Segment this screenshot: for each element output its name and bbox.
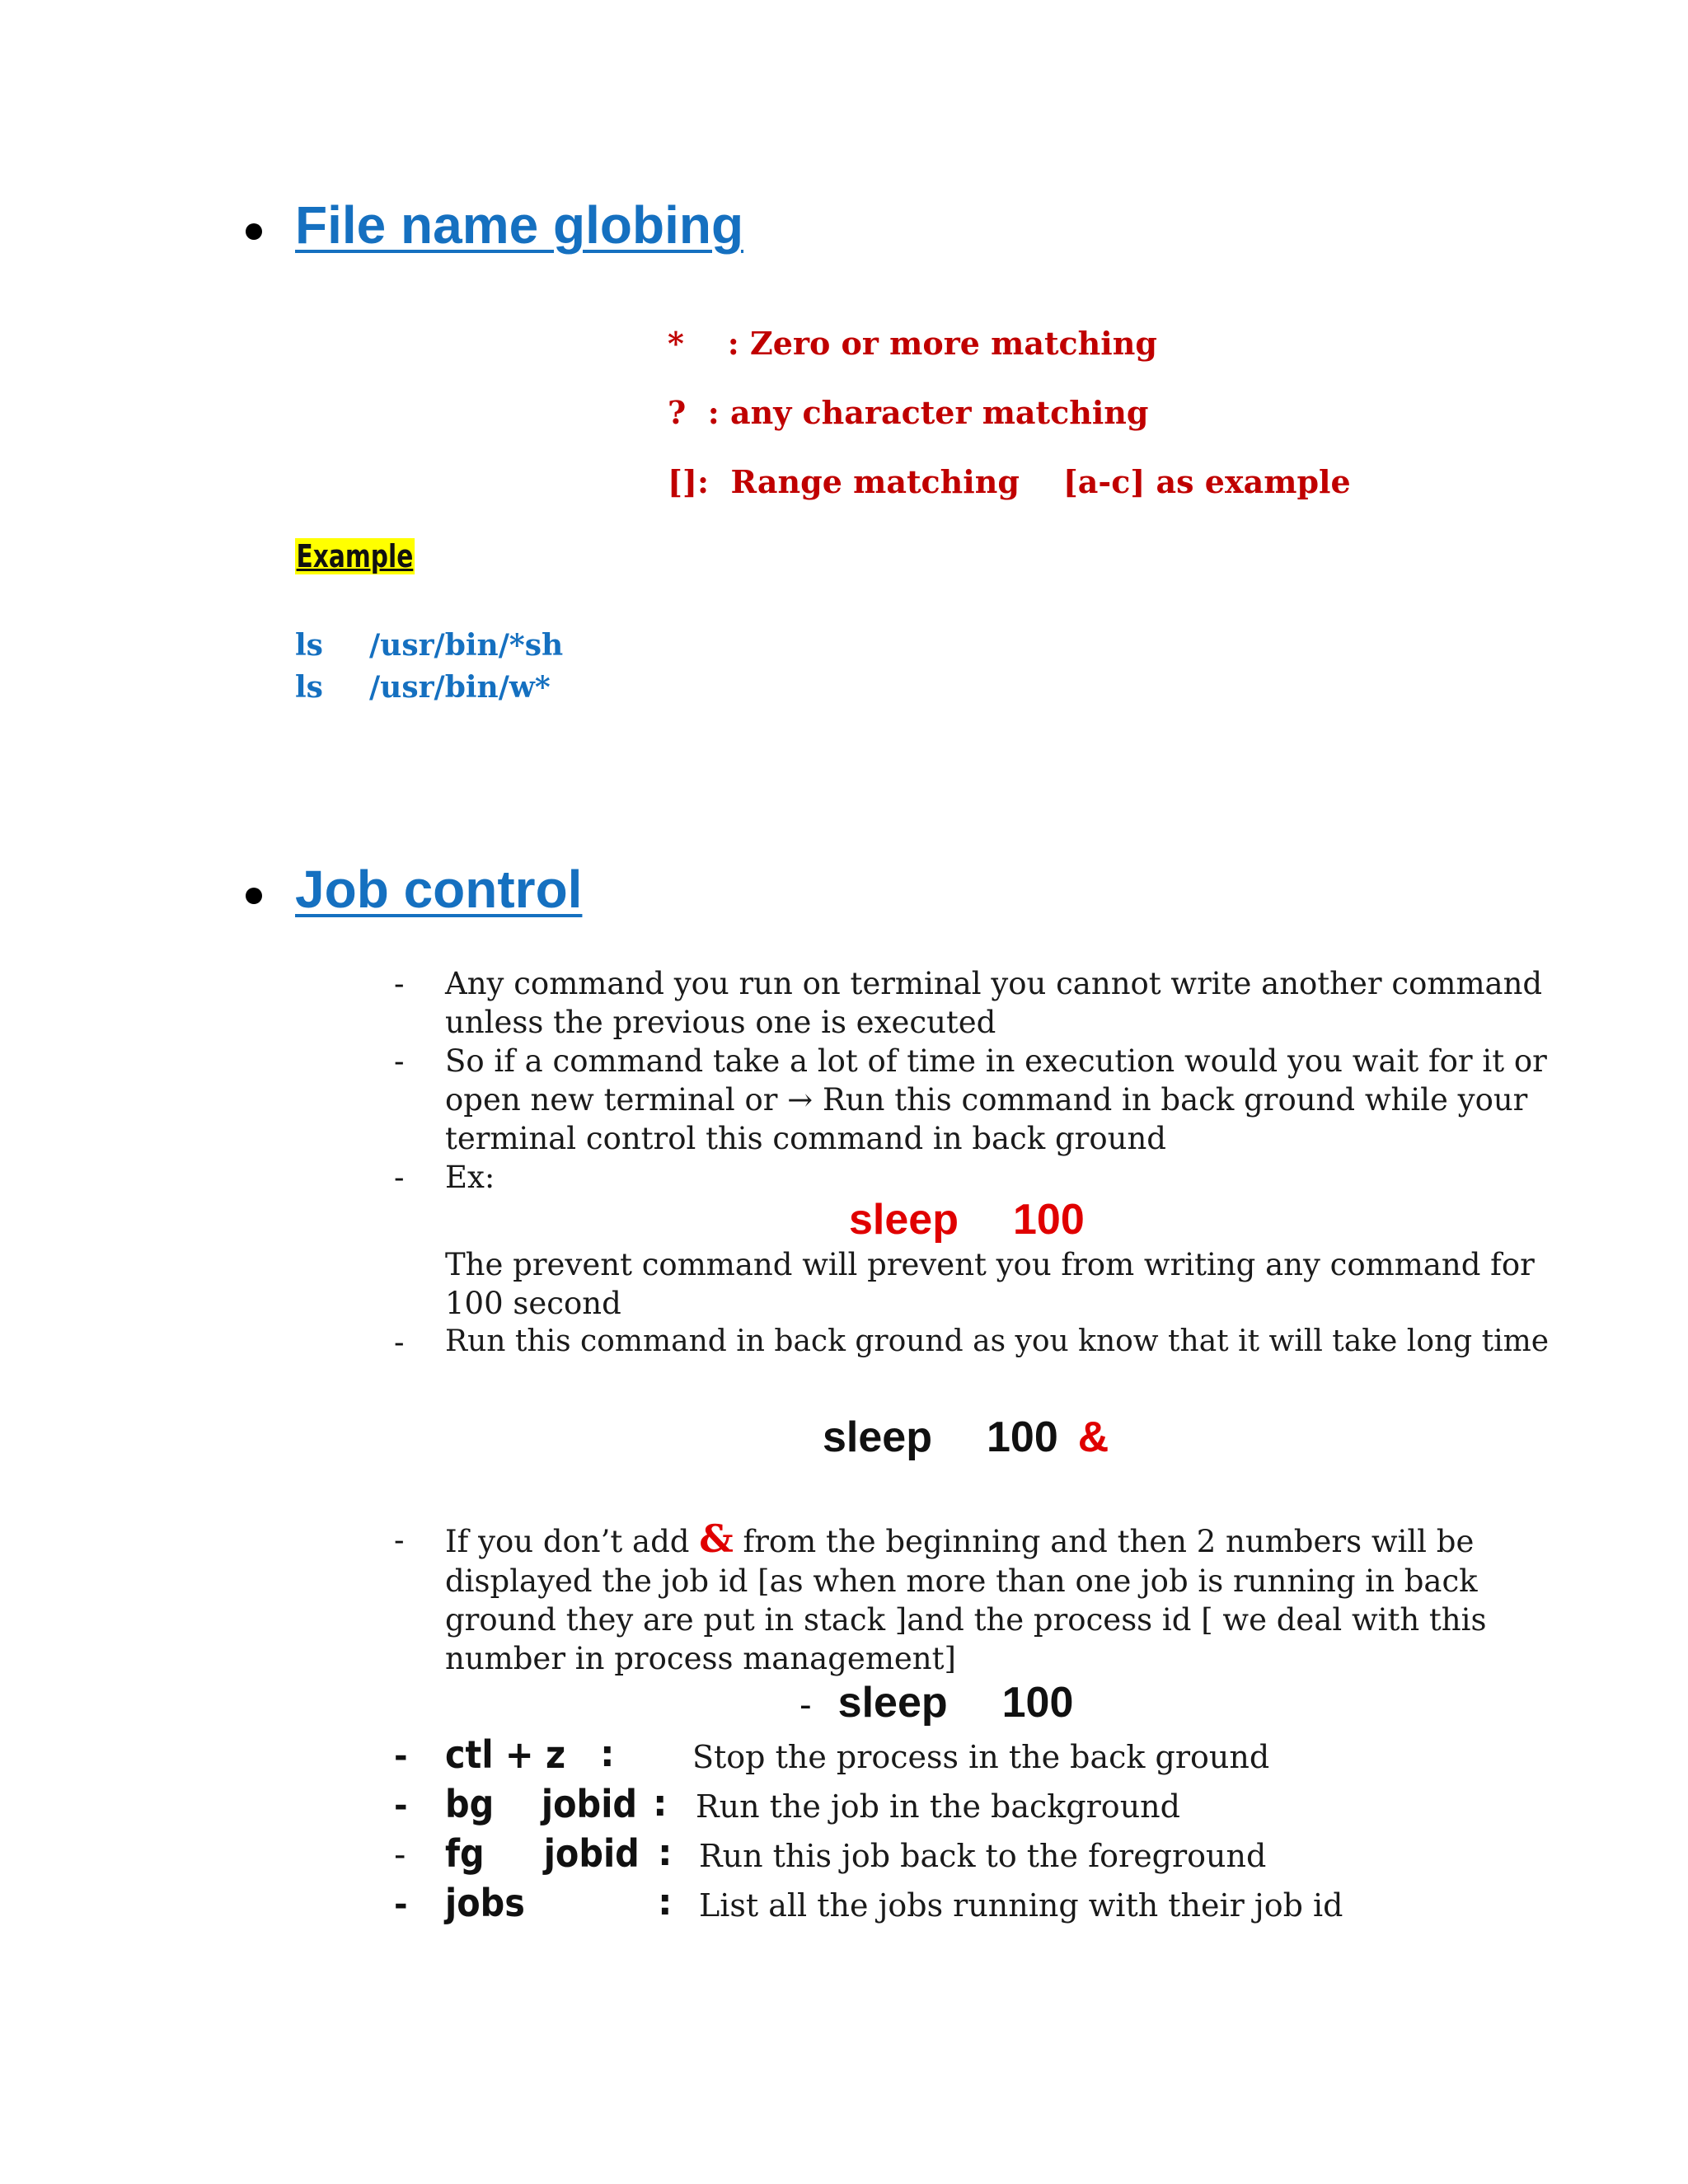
command-arg: /usr/bin/*sh — [369, 628, 564, 663]
key-description: Run this job back to the foreground — [699, 1838, 1267, 1874]
key-command-fg: fg jobid — [445, 1831, 640, 1876]
paragraph-line: displayed the job id [as when more than one job is running in back — [445, 1563, 1478, 1599]
key-colon: : — [658, 1882, 673, 1924]
list-dash: - — [394, 1836, 406, 1874]
paragraph-line: unless the previous one is executed — [445, 1005, 996, 1040]
glob-rule-question: ? : any character matching — [668, 394, 1149, 431]
example-command-1 — [295, 628, 563, 663]
key-command-ctl-z: ctl + z — [445, 1732, 566, 1777]
paragraph-line: Run this command in back ground as you know that it will take long time — [445, 1324, 1550, 1358]
glob-rule-range: []: Range matching [a-c] as example — [668, 463, 1351, 500]
key-colon: : — [600, 1733, 615, 1775]
sleep-command-black — [799, 1678, 1073, 1727]
paragraph-line: open new terminal or → Run this command in back ground while your — [445, 1082, 1528, 1118]
paragraph-line: terminal control this command in back ground — [445, 1121, 1166, 1156]
sleep-value: 100 — [1012, 1196, 1085, 1244]
sleep-keyword: sleep — [837, 1679, 948, 1727]
section-heading-job-control: Job control — [295, 860, 583, 919]
command-name: ls — [295, 628, 323, 663]
paragraph-line: So if a command take a lot of time in execution would you wait for it or — [445, 1043, 1547, 1079]
sleep-keyword: sleep — [849, 1196, 959, 1244]
glob-rule-star: * : Zero or more matching — [668, 325, 1157, 362]
list-dash: - — [394, 1522, 405, 1558]
paragraph-text: If you don’t add — [445, 1524, 690, 1559]
list-dash: - — [394, 1324, 405, 1360]
bullet-icon — [246, 223, 262, 240]
paragraph-line: Any command you run on terminal you cannot write another command — [445, 966, 1543, 1001]
sleep-keyword: sleep — [823, 1413, 932, 1461]
list-dash: - — [394, 1886, 408, 1924]
key-colon: : — [653, 1783, 668, 1825]
sleep-value: 100 — [1001, 1679, 1074, 1727]
ampersand: & — [1077, 1413, 1109, 1461]
example-label-ex: Ex: — [445, 1160, 495, 1195]
section-heading-globbing: File name globing — [295, 195, 744, 255]
sleep-value: 100 — [986, 1413, 1058, 1461]
paragraph-line: ground they are put in stack ]and the process id [ we deal with this — [445, 1602, 1487, 1638]
key-description: Run the job in the background — [696, 1788, 1180, 1825]
paragraph-line — [445, 1516, 1474, 1561]
example-command-2 — [295, 670, 551, 705]
key-description: List all the jobs running with their job id — [699, 1887, 1343, 1924]
key-description: Stop the process in the back ground — [692, 1739, 1270, 1775]
ampersand: & — [699, 1516, 734, 1561]
bullet-icon — [246, 888, 262, 904]
paragraph-line: The prevent command will prevent you from writing any command for — [445, 1247, 1535, 1282]
command-arg: /usr/bin/w* — [369, 670, 551, 705]
list-dash: - — [394, 966, 405, 1001]
list-dash: - — [394, 1737, 408, 1775]
key-command-bg: bg jobid — [445, 1782, 638, 1826]
sleep-command-red — [849, 1195, 1085, 1244]
list-dash: - — [394, 1787, 408, 1825]
example-label: Example — [296, 538, 414, 574]
key-command-jobs: jobs — [445, 1881, 525, 1925]
sleep-background-command — [823, 1413, 1109, 1462]
paragraph-line: 100 second — [445, 1286, 621, 1321]
paragraph-text: from the beginning and then 2 numbers will be — [733, 1524, 1475, 1559]
key-colon: : — [658, 1832, 673, 1874]
command-name: ls — [295, 670, 323, 705]
list-dash: - — [799, 1685, 812, 1725]
list-dash: - — [394, 1160, 405, 1195]
paragraph-line: number in process management] — [445, 1641, 956, 1676]
list-dash: - — [394, 1043, 405, 1079]
